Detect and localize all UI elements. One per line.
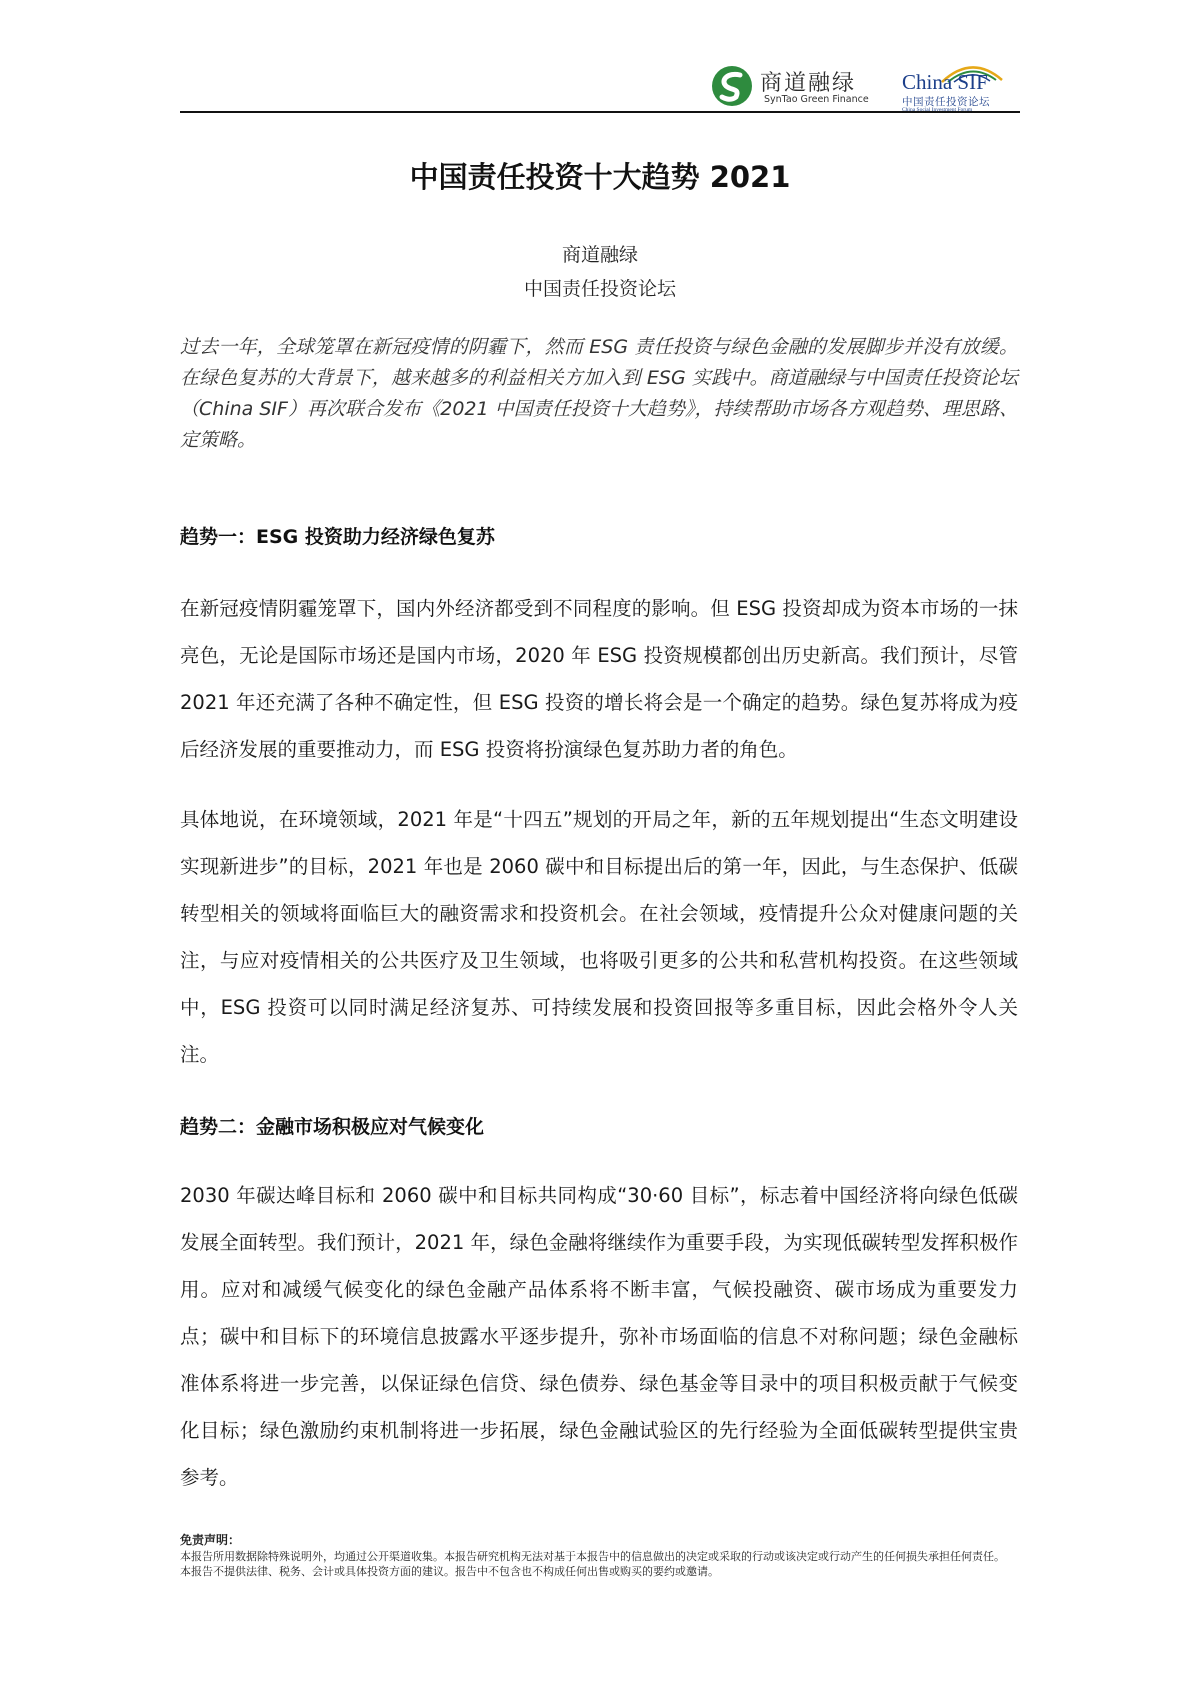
trend-2-heading: 趋势二：金融市场积极应对气候变化	[180, 1116, 485, 1138]
author-syntao: 商道融绿	[561, 244, 638, 266]
disclaimer-line-2: 本报告不提供法律、税务、会计或具体投资方面的建议。报告中不包含也不构成任何出售或购买的要约或邀请。	[180, 1565, 719, 1578]
syntao-name-cn: 商道融绿	[760, 71, 857, 96]
disclaimer-line-1: 本报告所用数据除特殊说明外，均通过公开渠道收集。本报告研究机构无法对基于本报告中的信息做出的决定或采取的行动或该决定或行动产生的任何损失承担任何责任。	[180, 1550, 1005, 1563]
disclaimer-title: 免责声明：	[180, 1533, 241, 1547]
china-sif-name-cn: 中国责任投资论坛	[902, 96, 990, 108]
trend-1-paragraph-2: 具体地说，在环境领域，2021 年是“十四五”规划的开局之年，新的五年规划提出“生态文明建设实现新进步”的目标，2021 年也是 2060 碳中和目标提出后的第一年，因此，与生态保护、低碳转型相关的领域将面临巨大的融资需求和投资机会。在社会领域，疫情提升公众对健康问题的关注，与应对疫情相关的公共医疗及卫生领域，也将吸引更多的公共和私营机构投资。在这些领域中，ESG 投资可以同时满足经济复苏、可持续发展和投资回报等多重目标，因此会格外令人关注。	[180, 808, 1018, 1066]
disclaimer	[180, 1533, 1020, 1579]
header-divider	[180, 111, 1020, 113]
china-sif-name-en: China Social Investment Forum	[902, 107, 973, 113]
syntao-logo	[710, 62, 880, 108]
document-title: 中国责任投资十大趋势 2021	[409, 160, 791, 194]
syntao-leaf-icon	[710, 64, 754, 108]
trend-2-paragraph-1: 2030 年碳达峰目标和 2060 碳中和目标共同构成“30·60 目标”，标志着中国经济将向绿色低碳发展全面转型。我们预计，2021 年，绿色金融将继续作为重要手段，为实现低碳转型发挥积极作用。应对和减缓气候变化的绿色金融产品体系将不断丰富，气候投融资、碳市场成为重要发力点；碳中和目标下的环境信息披露水平逐步提升，弥补市场面临的信息不对称问题；绿色金融标准体系将进一步完善，以保证绿色信贷、绿色债券、绿色基金等目录中的项目积极贡献于气候变化目标；绿色激励约束机制将进一步拓展，绿色金融试验区的先行经验为全面低碳转型提供宝贵参考。	[180, 1184, 1018, 1489]
trend-1-paragraph-1: 在新冠疫情阴霾笼罩下，国内外经济都受到不同程度的影响。但 ESG 投资却成为资本市场的一抹亮色，无论是国际市场还是国内市场，2020 年 ESG 投资规模都创出历史新高。我们预计，尽管 2021 年还充满了各种不确定性，但 ESG 投资的增长将会是一个确定的趋势。绿色复苏将成为疫后经济发展的重要推动力，而 ESG 投资将扮演绿色复苏助力者的角色。	[180, 597, 1018, 761]
trend-1-heading: 趋势一：ESG 投资助力经济绿色复苏	[180, 526, 495, 548]
intro-paragraph: 过去一年，全球笼罩在新冠疫情的阴霾下，然而 ESG 责任投资与绿色金融的发展脚步并没有放缓。在绿色复苏的大背景下，越来越多的利益相关方加入到 ESG 实践中。商道融绿与中国责任投资论坛（China SIF）再次联合发布《2021 中国责任投资十大趋势》，持续帮助市场各方观趋势、理思路、定策略。	[180, 336, 1018, 451]
china-sif-logo	[902, 60, 1020, 113]
author-china-sif: 中国责任投资论坛	[523, 278, 676, 300]
syntao-name-en: SynTao Green Finance	[764, 94, 869, 105]
china-sif-name: China SIF	[902, 70, 988, 94]
page-header	[180, 56, 1020, 114]
